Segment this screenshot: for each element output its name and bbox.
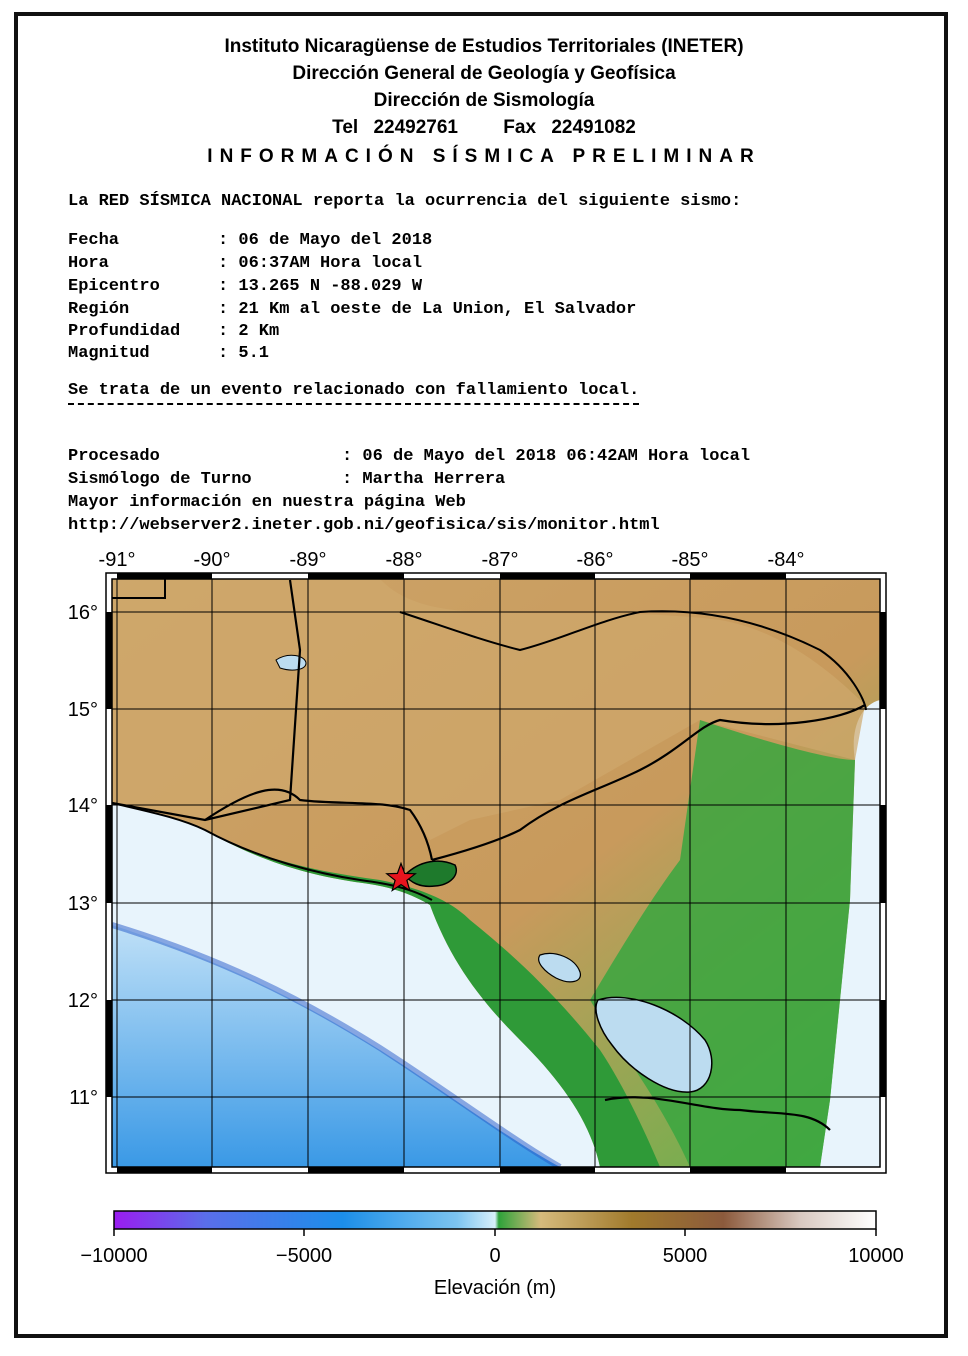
fax-label: Fax	[503, 117, 537, 138]
frame-segment	[106, 1000, 112, 1097]
lon-tick-labels	[99, 549, 805, 571]
frame-segment	[308, 1167, 404, 1173]
field-label: Fecha	[68, 231, 120, 250]
colorbar-tick-label: 5000	[662, 1245, 708, 1267]
field-value: : 21 Km al oeste de La Union, El Salvador	[218, 300, 637, 319]
lat-tick-label: 11°	[69, 1087, 98, 1109]
colorbar-tick-label: −5000	[275, 1245, 333, 1267]
report-intro: La RED SÍSMICA NACIONAL reporta la ocurrencia del siguiente sismo:	[68, 192, 742, 211]
lon-tick-label: -84°	[767, 549, 805, 571]
report-title: INFORMACIÓN SÍSMICA PRELIMINAR	[207, 146, 761, 167]
department-name: Dirección de Sismología	[373, 90, 595, 111]
field-value: : 06 de Mayo del 2018	[218, 231, 433, 250]
frame-segment	[880, 612, 886, 709]
frame-segment	[690, 573, 786, 579]
lat-tick-label: 16°	[67, 602, 98, 624]
more-info: Mayor información en nuestra página Web	[68, 493, 466, 512]
frame-segment	[117, 573, 212, 579]
lat-tick-label: 15°	[67, 699, 98, 721]
frame-segment	[106, 805, 112, 903]
frame-segment	[500, 1167, 595, 1173]
lon-tick-label: -91°	[98, 549, 136, 571]
lat-tick-label: 12°	[67, 990, 98, 1012]
field-label: Hora	[68, 254, 109, 273]
processed-label: Procesado	[68, 447, 160, 466]
frame-segment	[880, 1000, 886, 1097]
lon-tick-label: -87°	[481, 549, 519, 571]
lat-tick-label: 14°	[67, 795, 98, 817]
frame-segment	[500, 573, 595, 579]
seismologist-label: Sismólogo de Turno	[68, 470, 252, 489]
institution-name: Instituto Nicaragüense de Estudios Territoriales (INETER)	[224, 36, 744, 57]
colorbar-label: Elevación (m)	[433, 1277, 557, 1299]
field-label: Región	[68, 300, 130, 319]
lat-tick-labels	[68, 602, 98, 1109]
processed-value: : 06 de Mayo del 2018 06:42AM Hora local	[342, 447, 751, 466]
lon-tick-label: -89°	[289, 549, 327, 571]
frame-segment	[880, 805, 886, 903]
lat-tick-label: 13°	[67, 893, 98, 915]
field-label: Profundidad	[68, 322, 181, 341]
tel-label: Tel	[332, 117, 359, 138]
field-value: : 5.1	[218, 344, 270, 363]
map-area	[112, 579, 880, 1167]
frame-segment	[690, 1167, 786, 1173]
field-label: Epicentro	[68, 277, 160, 296]
frame-segment	[308, 573, 404, 579]
colorbar	[114, 1211, 876, 1229]
field-value: : 13.265 N -88.029 W	[218, 277, 423, 296]
field-value: : 2 Km	[218, 322, 280, 341]
lon-tick-label: -90°	[193, 549, 231, 571]
direction-name: Dirección General de Geología y Geofísica	[292, 63, 676, 84]
lon-tick-label: -88°	[385, 549, 423, 571]
lon-tick-label: -85°	[671, 549, 709, 571]
frame-segment	[117, 1167, 212, 1173]
colorbar-tick-label: 0	[489, 1245, 501, 1267]
fax-value: 22491082	[551, 117, 636, 138]
seismologist-value: : Martha Herrera	[342, 470, 506, 489]
field-value: : 06:37AM Hora local	[218, 254, 423, 273]
web-link[interactable]: http://webserver2.ineter.gob.ni/geofisica/sis/monitor.html	[68, 516, 660, 535]
lon-tick-label: -86°	[576, 549, 614, 571]
frame-segment	[106, 612, 112, 709]
field-label: Magnitud	[68, 344, 150, 363]
colorbar-tick-label: 10000	[848, 1245, 904, 1267]
colorbar-ticks	[114, 1229, 876, 1236]
tel-value: 22492761	[373, 117, 458, 138]
colorbar-tick-label: −10000	[80, 1245, 148, 1267]
lake-izabal	[276, 655, 306, 670]
event-note: Se trata de un evento relacionado con fallamiento local.	[68, 381, 639, 405]
